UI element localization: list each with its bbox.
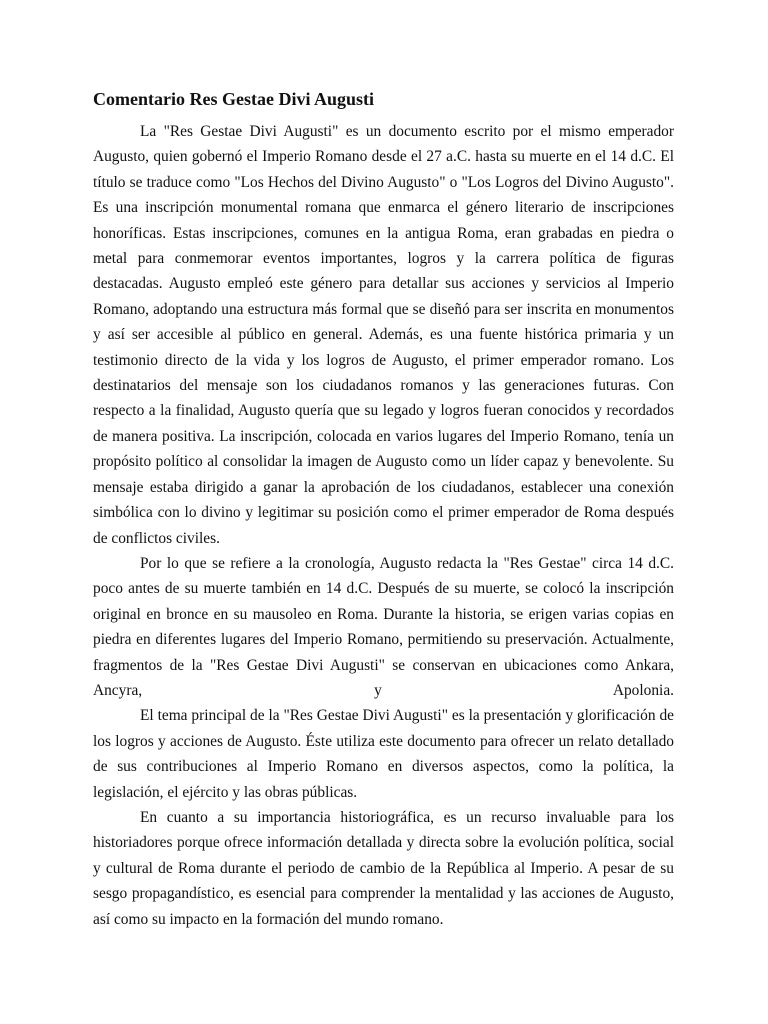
paragraph-chronology: Por lo que se refiere a la cronología, Augusto redacta la "Res Gestae" circa 14 d.C. poco antes de su muerte también en 14 d.C. Después de su muerte, se colocó la inscripción original en bronce en su mausoleo en Roma. Durante la historia, se erigen varias copias en piedra en diferentes lugares del Imperio Romano, permitiendo su preservación. Actualmente, fragmentos de la "Res Gestae Divi Augusti" se conservan en ubicaciones como Ankara, Ancyra, y Apolonia.: [93, 554, 674, 699]
document-title: Comentario Res Gestae Divi Augusti: [93, 89, 374, 109]
paragraph-historiographic-importance: En cuanto a su importancia historiográfica, es un recurso invaluable para los historiadores porque ofrece información detallada y directa sobre la evolución política, social y cultural de Roma durante el periodo de cambio de la República al Imperio. A pesar de su sesgo propagandístico, es esencial para comprender la mentalidad y las acciones de Augusto, así como su impacto en la formación del mundo romano.: [93, 808, 674, 928]
document-body: [93, 86, 674, 932]
paragraph-main-theme: El tema principal de la "Res Gestae Divi Augusti" es la presentación y glorificación de los logros y acciones de Augusto. Éste utiliza este documento para ofrecer un relato detallado de sus contribuciones al Imperio Romano en diversos aspectos, como la política, la legislación, el ejército y las obras públicas.: [93, 707, 674, 801]
paragraph-introduction: La "Res Gestae Divi Augusti" es un documento escrito por el mismo emperador Augusto, quien gobernó el Imperio Romano desde el 27 a.C. hasta su muerte en el 14 d.C. El título se traduce como "Los Hechos del Divino Augusto" o "Los Logros del Divino Augusto". Es una inscripción monumental romana que enmarca el género literario de inscripciones honoríficas. Estas inscripciones, comunes en la antigua Roma, eran grabadas en piedra o metal para conmemorar eventos importantes, logros y la carrera política de figuras destacadas. Augusto empleó este género para detallar sus acciones y servicios al Imperio Romano, adoptando una estructura más formal que se diseñó para ser inscrita en monumentos y así ser accesible al público en general. Además, es una fuente histórica primaria y un testimonio directo de la vida y los logros de Augusto, el primer emperador romano. Los destinatarios del mensaje son los ciudadanos romanos y las generaciones futuras. Con respecto a la finalidad, Augusto quería que su legado y logros fueran conocidos y recordados de manera positiva. La inscripción, colocada en varios lugares del Imperio Romano, tenía un propósito político al consolidar la imagen de Augusto como un líder capaz y benevolente. Su mensaje estaba dirigido a ganar la aprobación de los ciudadanos, establecer una conexión simbólica con lo divino y legitimar su posición como el primer emperador de Roma después de conflictos civiles.: [93, 123, 674, 547]
